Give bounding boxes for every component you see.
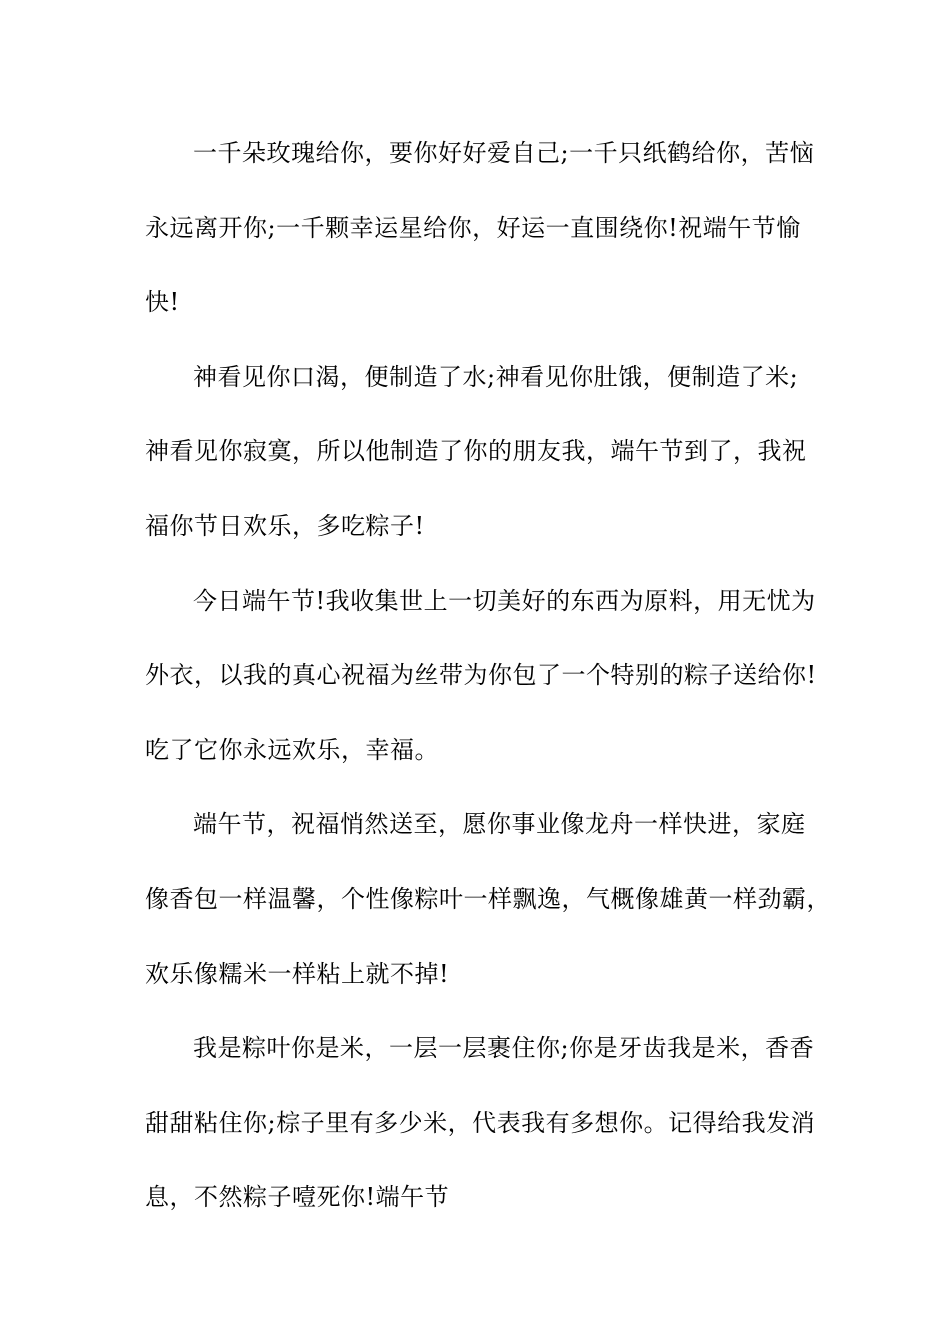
paragraph-line: 我是粽叶你是米，一层一层裹住你;你是牙齿我是米，香香 <box>193 1034 815 1063</box>
document-body <box>145 128 831 1247</box>
paragraph-1 <box>145 128 825 352</box>
paragraph-line: 永远离开你;一千颗幸运星给你，好运一直围绕你!祝端午节愉 <box>145 213 801 242</box>
paragraph-line: 息，不然粽子噎死你!端午节 <box>145 1183 450 1212</box>
paragraph-4 <box>145 799 831 1023</box>
paragraph-line: 神看见你寂寞，所以他制造了你的朋友我，端午节到了，我祝 <box>145 437 807 466</box>
paragraph-2 <box>145 352 825 576</box>
paragraph-line: 福你节日欢乐，多吃粽子! <box>145 511 425 540</box>
paragraph-line: 外衣，以我的真心祝福为丝带为你包了一个特别的粽子送给你! <box>145 661 817 690</box>
paragraph-line: 像香包一样温馨，个性像粽叶一样飘逸，气概像雄黄一样劲霸， <box>145 884 831 913</box>
paragraph-line: 一千朵玫瑰给你，要你好好爱自己;一千只纸鹤给你，苦恼 <box>193 139 815 167</box>
paragraph-5 <box>145 1023 825 1247</box>
paragraph-line: 端午节，祝福悄然送至，愿你事业像龙舟一样快进，家庭 <box>193 810 806 839</box>
paragraph-line: 吃了它你永远欢乐，幸福。 <box>145 735 439 764</box>
paragraph-3 <box>145 576 825 800</box>
paragraph-line: 快! <box>145 288 180 317</box>
paragraph-line: 神看见你口渴，便制造了水;神看见你肚饿，便制造了米; <box>193 362 799 391</box>
paragraph-line: 甜甜粘住你;棕子里有多少米，代表我有多想你。记得给我发消 <box>145 1108 816 1137</box>
paragraph-line: 今日端午节!我收集世上一切美好的东西为原料，用无忧为 <box>193 586 816 615</box>
paragraph-line: 欢乐像糯米一样粘上就不掉! <box>145 959 450 988</box>
